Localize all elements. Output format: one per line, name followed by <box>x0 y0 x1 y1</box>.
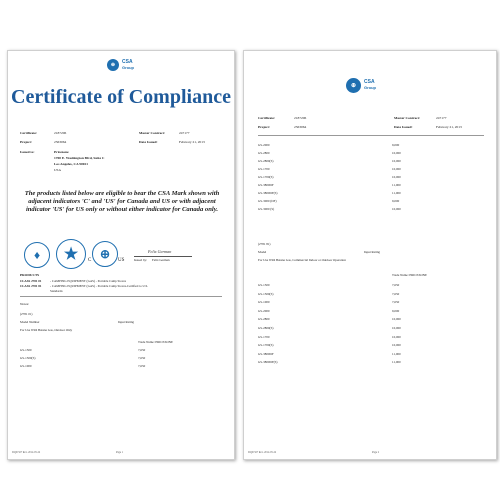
footer-left: DQD 507 Rev. 2012-05-22 <box>248 451 277 454</box>
table-row-rating: 11,000 <box>392 351 401 356</box>
table-row-rating: 11,000 <box>392 360 401 365</box>
model-label: Model <box>258 250 267 254</box>
table-row-model: GS-1700 <box>258 334 270 339</box>
table-row-rating: 11,000 <box>392 183 401 187</box>
table-row-model: GS-2800 <box>258 151 270 155</box>
address-line-1: Pricezone <box>54 150 69 154</box>
product-desc: - CAMPING EQUIPMENT (GAS) - Portable Camp Stoves <box>50 279 126 283</box>
mark-us-indicator: US <box>118 258 125 263</box>
use-note: For Use With Butane Gas, Commercial Indoor or Outdoor Operation <box>258 258 346 262</box>
table-row-model: GS-3000 (S) <box>258 207 275 211</box>
certificate-page-2 <box>243 50 497 460</box>
project-value: 2563064 <box>54 140 67 144</box>
table-row-model: GS-2000 <box>258 308 270 313</box>
product-code: CLASS 2781 81 <box>20 284 42 288</box>
project-value: 2563064 <box>294 125 307 129</box>
table-row-rating: 10,000 <box>392 343 401 348</box>
header-divider <box>258 135 484 136</box>
table-row-model: GS-1500 <box>258 283 270 287</box>
table-row-rating: 7,650 <box>392 283 400 287</box>
address-line-3: Los Angeles, CA 90021 <box>54 162 89 166</box>
product-desc: Standards <box>50 289 63 293</box>
product-code: CLASS 2781 01 <box>20 279 42 283</box>
table-row-rating: 7,650 <box>392 291 400 296</box>
master-contract-label: Master Contract: <box>139 131 166 135</box>
table-row-rating: 10,000 <box>392 159 401 163</box>
address-line-2: 1700 E. Washington Blvd, Suite C <box>54 156 105 160</box>
table-row-rating: 9,000 <box>392 143 400 147</box>
model-number-label: Model Number <box>20 320 40 324</box>
table-row-rating: 7,650 <box>392 300 400 305</box>
certificate-label: Certificate: <box>20 131 38 135</box>
table-row-model: GS-3800DF(S) <box>258 191 278 195</box>
table-row-model: GS-1000 <box>258 300 270 305</box>
table-row-model: GS-3800DF <box>258 351 274 356</box>
table-row-rating: 9,000 <box>392 199 400 203</box>
eligibility-statement: The products listed below are eligible to bear the CSA Mark shown with adjacent indicators 'C' and 'US' for Canada and US or with adjacent indicator 'US' for US only or without either indicator for Canada only. <box>24 190 220 213</box>
input-rating-label: Input Rating <box>364 250 381 254</box>
master-contract-label: Master Contract: <box>394 116 421 120</box>
table-row-model: GS-1500(S) <box>20 356 36 360</box>
table-row-rating: 10,000 <box>392 175 401 179</box>
table-row-model: GS-2000 <box>258 143 270 147</box>
date-issued-label: Date Issued: <box>139 140 158 144</box>
table-row-model: GS-1000 <box>20 364 32 368</box>
input-rating-label: Input Rating <box>118 320 135 324</box>
table-row-model: GS-1700(S) <box>258 343 274 348</box>
table-row-rating: 7,650 <box>138 364 146 368</box>
project-label: Project: <box>20 140 32 144</box>
products-heading: PRODUCTS <box>20 273 40 277</box>
product-desc: - CAMPING EQUIPMENT (GAS) - Portable Camp Stoves-Certified to U.S. <box>50 284 149 288</box>
table-row-rating: 10,000 <box>392 207 401 211</box>
table-row-model: GS-2800(S) <box>258 159 274 163</box>
footer-page-number: Page 2 <box>372 451 379 454</box>
table-row-model: GS-3800DF(S) <box>258 360 278 365</box>
table-row-model: GS-2800(S) <box>258 326 274 330</box>
table-row-rating: 10,000 <box>392 326 401 330</box>
issued-to-label: Issued to: <box>20 150 35 154</box>
logo-text: CSA <box>122 59 133 65</box>
date-issued-value: February 21, 2013 <box>179 140 205 144</box>
certificate-title: Certificate of Compliance <box>11 86 231 108</box>
certificate-value: 2187206 <box>54 131 67 135</box>
table-row-rating: 10,000 <box>392 167 401 171</box>
table-row-rating: 10,000 <box>392 334 401 339</box>
certified-star-seal-icon: ★ <box>56 239 86 269</box>
use-note: For Use With Butane Gas, Outdoor Only <box>20 328 73 332</box>
csa-us-mark-icon: ⊕ <box>92 241 118 267</box>
footer-page-number: Page 1 <box>116 451 123 454</box>
table-row-rating: 10,000 <box>392 151 401 155</box>
trade-name: Trade Name: PRICEZONE <box>392 273 427 277</box>
master-contract-value: 247177 <box>179 131 190 135</box>
class-label: (2781 01) <box>20 312 33 316</box>
table-row-model: GS-3800DF <box>258 183 274 187</box>
address-line-4: USA <box>54 168 62 172</box>
table-row-rating: 7,650 <box>138 356 146 360</box>
footer-left: DQD 507 Rev. 2012-05-22 <box>12 451 41 454</box>
date-issued-label: Date Issued: <box>394 125 413 129</box>
logo-text: CSA <box>364 79 375 85</box>
table-row-model: GS-1700 <box>258 167 270 171</box>
issued-by-label: Issued by: <box>134 258 148 262</box>
date-issued-value: February 21, 2013 <box>436 125 462 129</box>
certificate-label: Certificate: <box>258 116 276 120</box>
table-row-rating: 11,000 <box>392 191 401 195</box>
signature: Felix German <box>148 249 172 254</box>
section-divider <box>20 296 222 297</box>
table-row-model: GS-1500 <box>20 348 32 352</box>
issued-by-name: Felix German <box>152 258 170 262</box>
table-row-rating: 10,000 <box>392 317 401 322</box>
project-label: Project: <box>258 125 270 129</box>
mark-c-indicator: C <box>88 258 92 263</box>
table-row-model: GS-2800 <box>258 317 270 322</box>
table-row-rating: 7,650 <box>138 348 146 352</box>
csa-logo-icon: ⊕ <box>346 78 361 93</box>
csa-logo-icon: ⊕ <box>107 59 119 71</box>
table-row-rating: 9,000 <box>392 308 400 313</box>
csa-seal-icon: ♦ <box>24 242 50 268</box>
notes-label: Notes: <box>20 302 30 306</box>
table-row-model: GS-1700(S) <box>258 175 274 179</box>
trade-name: Trade Name: PRICEZONE <box>138 340 173 344</box>
table-row-model: GS-3000 (DF) <box>258 199 277 203</box>
logo-group-text: Group <box>364 85 376 90</box>
class-label: (2781 81) <box>258 242 271 246</box>
certificate-page-1 <box>7 50 235 460</box>
signature-line <box>134 256 192 257</box>
table-row-model: GS-1500(S) <box>258 291 274 296</box>
logo-group-text: Group <box>122 65 134 70</box>
certificate-value: 2187206 <box>294 116 307 120</box>
master-contract-value: 247177 <box>436 116 447 120</box>
